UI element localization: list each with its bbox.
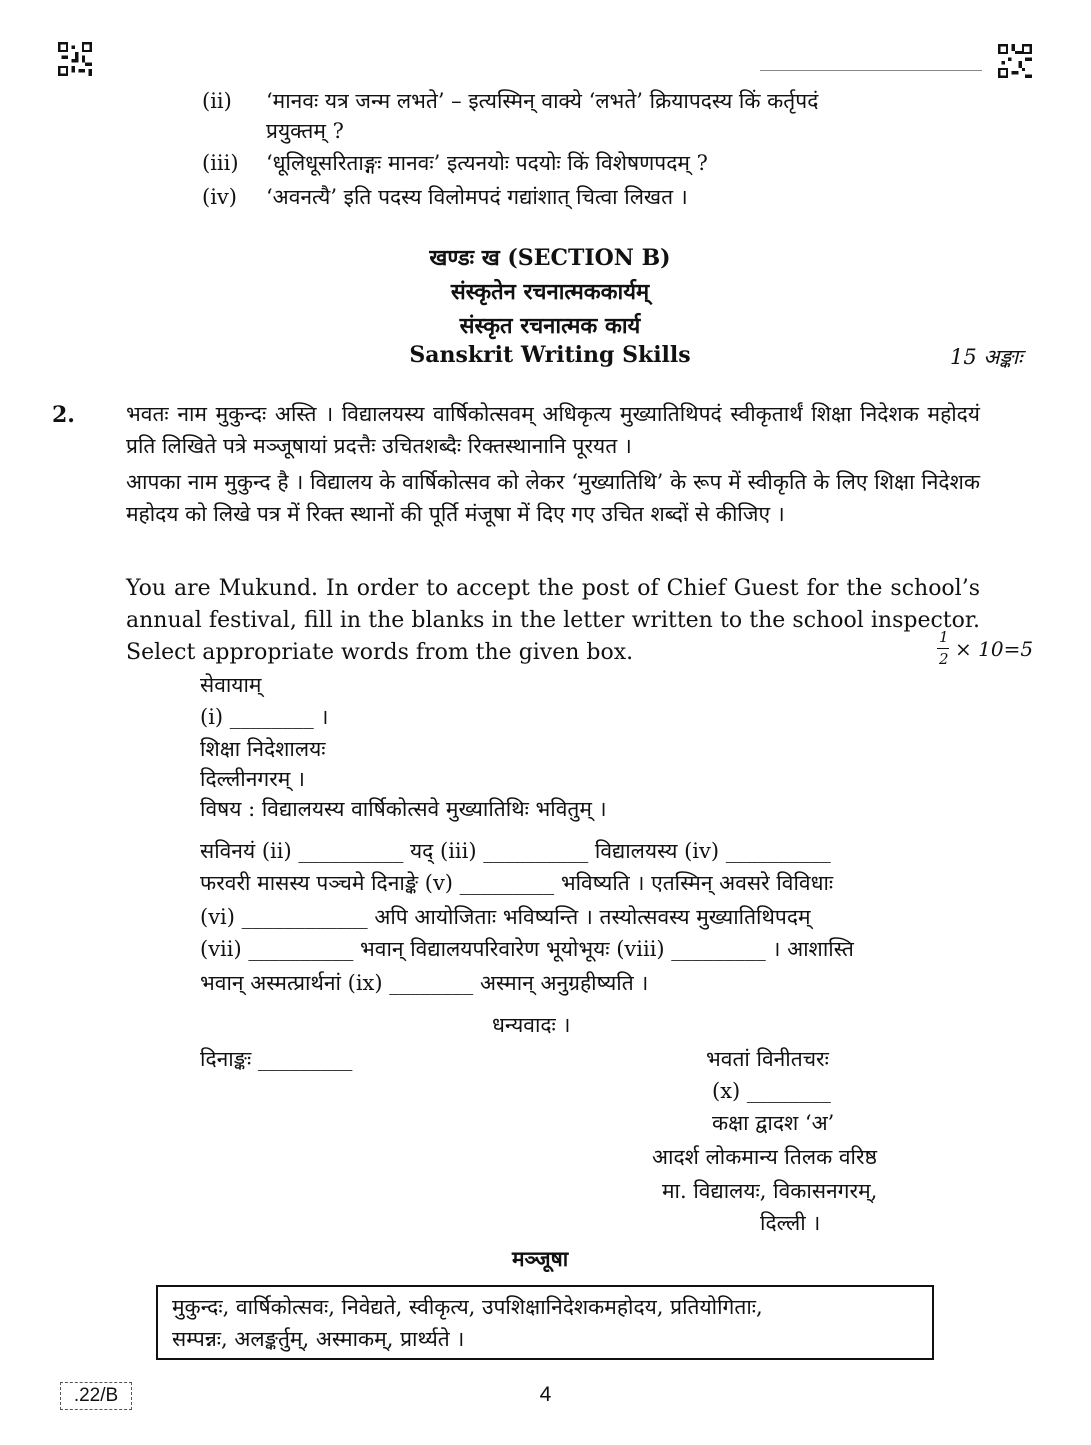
letter-address-1: शिक्षा निदेशालयः <box>200 737 326 761</box>
letter-address-2: दिल्लीनगरम् । <box>200 767 305 791</box>
word-box-title: मञ्जूषा <box>512 1246 569 1271</box>
letter-body-line: फरवरी मासस्य पञ्चमे दिनाङ्के (v) _________ भविष्यति । एतस्मिन् अवसरे विविधाः <box>200 871 834 895</box>
word-box-line: मुकुन्दः, वार्षिकोत्सवः, निवेद्यते, स्वीकृत्य, उपशिक्षानिदेशकमहोदय, प्रतियोगिताः, <box>172 1295 763 1319</box>
section-subtitle-hindi: संस्कृत रचनात्मक कार्य <box>459 313 641 339</box>
subq-number: (ii) <box>202 89 232 113</box>
letter-body-line: (vii) __________ भवान् विद्यालयपरिवारेण भूयोभूयः (viii) _________ । आशास्ति <box>200 937 854 961</box>
section-subtitle-sanskrit: संस्कृतेन रचनात्मककार्यम् <box>450 279 650 305</box>
letter-thanks: धन्यवादः । <box>492 1013 571 1037</box>
subq-text: ‘धूलिधूसरिताङ्गः मानवः’ इत्यनयोः पदयोः किं विशेषणपदम् ? <box>266 151 708 175</box>
word-box-content <box>172 1291 922 1355</box>
letter-subject: विषय : विद्यालयस्य वार्षिकोत्सवे मुख्यातिथिः भवितुम् । <box>200 797 607 821</box>
page-number: 4 <box>539 1383 552 1406</box>
subq-text: ‘मानवः यत्र जन्म लभते’ – इत्यस्मिन् वाक्ये ‘लभते’ क्रियापदस्य किं कर्तृपदं <box>266 89 819 113</box>
letter-body-line: सविनयं (ii) __________ यद् (iii) __________ विद्यालयस्य (iv) __________ <box>200 839 831 863</box>
section-subtitle-english: Sanskrit Writing Skills <box>409 342 691 368</box>
subq-text: ‘अवनत्यै’ इति पदस्य विलोमपदं गद्यांशात् चित्वा लिखत । <box>266 185 688 209</box>
header-fine-print <box>760 58 982 63</box>
word-box-line: सम्पन्नः, अलङ्कर्तुम्, अस्माकम्, प्रार्थ्यते । <box>172 1327 465 1351</box>
section-marks: 15 अङ्काः <box>950 345 1023 369</box>
word-box <box>156 1285 934 1360</box>
subq-number: (iii) <box>202 151 239 175</box>
question-text-hindi: आपका नाम मुकुन्द है । विद्यालय के वार्षिकोत्सव को लेकर ‘मुख्यातिथि’ के रूप में स्वीकृति के लिए शिक्षा निदेशक महोदय को लिखे पत्र में रिक्त स्थानों की पूर्ति मंजूषा में दिए गए उचित शब्दों से कीजिए । <box>126 470 980 526</box>
question-text-english: You are Mukund. In order to accept the post of Chief Guest for the school’s annual festival, fill in the blanks in the letter written to the school inspector. Select appropriate words from the given box. <box>126 576 980 665</box>
letter-salutation: सेवायाम् <box>200 673 262 697</box>
qr-code-right <box>998 44 1032 78</box>
question-text-sanskrit: भवतः नाम मुकुन्दः अस्ति । विद्यालयस्य वार्षिकोत्सवम् अधिकृत्य मुख्यातिथिपदं स्वीकृतार्थं शिक्षा निदेशक महोदयं प्रति लिखिते पत्रे मञ्जूषायां प्रदत्तैः उचितशब्दैः रिक्तस्थानानि पूरयत । <box>126 402 980 458</box>
fraction-bar <box>937 648 949 649</box>
letter-city: दिल्ली । <box>760 1211 821 1235</box>
subq-text-cont: प्रयुक्तम् ? <box>266 119 344 143</box>
letter-blank-i: (i) ________ । <box>200 705 329 729</box>
letter-school-1: आदर्श लोकमान्य तिलक वरिष्ठ <box>652 1145 877 1169</box>
letter-signoff: भवतां विनीतचरः <box>706 1047 829 1071</box>
letter-blank-x: (x) ________ <box>712 1079 831 1103</box>
subq-number: (iv) <box>202 185 237 209</box>
letter-date: दिनाङ्कः _________ <box>200 1047 353 1071</box>
letter-school-2: मा. विद्यालयः, विकासनगरम्, <box>662 1179 878 1203</box>
letter-body-line: (vi) ____________ अपि आयोजिताः भविष्यन्ति । तस्योत्सवस्य मुख्यातिथिपदम् <box>200 905 811 929</box>
paper-code: .22/B <box>60 1382 132 1410</box>
marks-denominator: 2 <box>939 650 949 668</box>
section-title: खण्डः ख (SECTION B) <box>429 245 671 271</box>
letter-class: कक्षा द्वादश ‘अ’ <box>712 1111 835 1135</box>
marks-multiplier: × 10=5 <box>955 637 1034 661</box>
marks-numerator: 1 <box>939 628 949 646</box>
question-number: 2. <box>52 402 75 428</box>
letter-body-line: भवान् अस्मत्प्रार्थनां (ix) ________ अस्मान् अनुग्रहीष्यति । <box>200 971 649 995</box>
qr-code-left <box>58 42 92 76</box>
